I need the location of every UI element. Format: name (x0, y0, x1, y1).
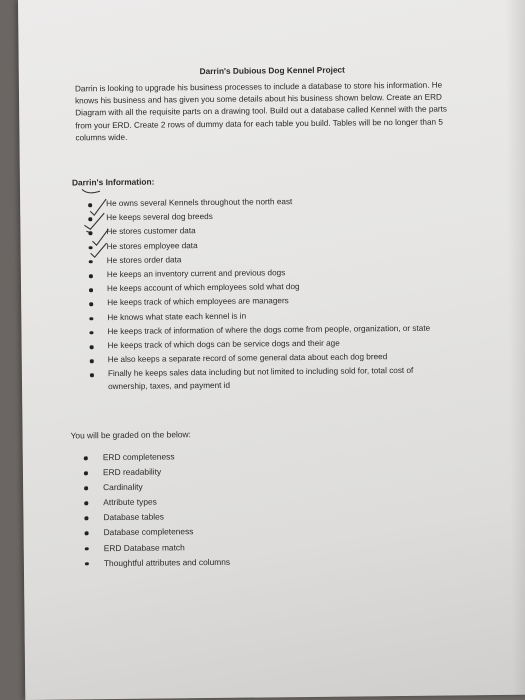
list-item: He also keeps a separate record of some general data about each dog breed (86, 349, 516, 368)
list-item: Database completeness (82, 524, 230, 541)
list-item-line: ownership, taxes, and payment id (108, 380, 231, 391)
document-title: Darrin's Dubious Dog Kennel Project (199, 64, 345, 77)
list-item: He keeps account of which employees sold what dog (85, 278, 515, 297)
intro-line: columns wide. (75, 132, 128, 143)
paper-sheet (18, 0, 525, 700)
list-item: He keeps track of which dogs can be service dogs and their age (86, 335, 516, 354)
list-item: Database tables (81, 509, 229, 526)
info-heading: Darrin's Information: (71, 176, 155, 188)
list-item: He keeps an inventory current and previous dogs (85, 264, 515, 283)
list-item: Thoughtful attributes and columns (82, 554, 230, 571)
list-item: ERD readability (81, 464, 229, 481)
list-item: He keeps track of information of where the dogs come from people, organization, or state (85, 321, 515, 340)
list-item: ERD Database match (82, 539, 230, 556)
intro-line: from your ERD. Create 2 rows of dummy data for each table you build. Tables will be no longer than 5 (75, 117, 443, 131)
list-item: He owns several Kennels throughout the north east (84, 193, 514, 212)
info-list (84, 193, 516, 394)
list-item: He stores customer data (84, 221, 514, 240)
list-item: He stores order data (85, 250, 515, 269)
grading-list (81, 449, 230, 571)
list-item: Cardinality (81, 479, 229, 496)
list-item: ERD completeness (81, 449, 229, 466)
list-item: He knows what state each kennel is in (85, 306, 515, 325)
intro-paragraph (75, 79, 508, 145)
list-item: Attribute types (81, 494, 229, 511)
list-item (86, 363, 516, 393)
intro-line: Diagram with all the requisite parts on a drawing tool. Build out a database called Kennel with the parts (75, 104, 448, 118)
list-item-line: Finally he keeps sales data including but not limited to including sold for, total cost of (107, 366, 414, 379)
intro-line: Darrin is looking to upgrade his business processes to include a database to store his information. He (74, 80, 443, 94)
list-item: He stores employee data (85, 235, 515, 254)
list-item: He keeps track of which employees are managers (85, 292, 515, 311)
list-item: He keeps several dog breeds (84, 207, 514, 226)
intro-line: knows his business and has given you some details about his business shown below. Create an ERD (75, 92, 442, 106)
grading-heading: You will be graded on the below: (70, 429, 191, 441)
